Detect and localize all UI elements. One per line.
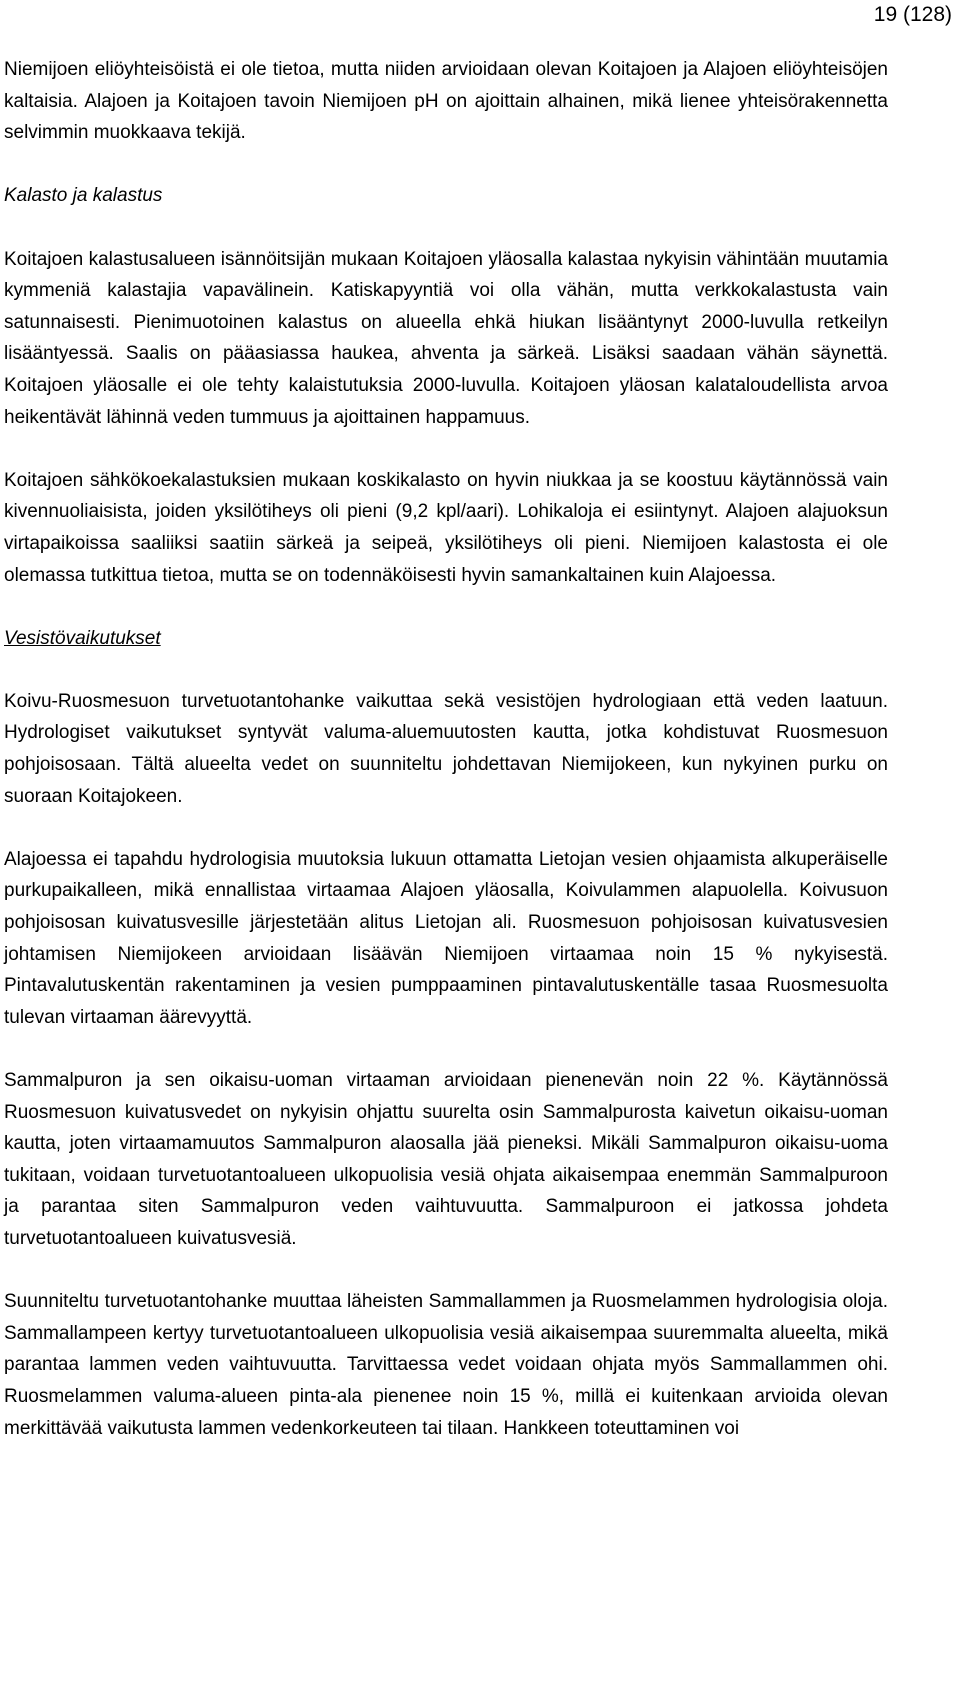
paragraph-electrofishing: Koitajoen sähkökoekalastuksien mukaan koskikalasto on hyvin niukkaa ja se koostuu käytännössä vain kivennuoliaisista, joiden yksilötiheys oli pieni (9,2 kpl/aari). Lohikaloja ei esiintynyt. Alajoen alajuoksun virtapaikoissa saaliiksi saatiin särkeä ja seipeä, yksilötiheys oli pieni. Niemijoen kalastosta ei ole olemassa tutkittua tietoa, mutta se on todennäköisesti hyvin samankaltainen kuin Alajoessa. [4, 469, 888, 586]
paragraph-lakes: Suunniteltu turvetuotantohanke muuttaa läheisten Sammallammen ja Ruosmelammen hydrologisia oloja. Sammallampeen kertyy turvetuotantoalueen ulkopuolisia vesiä aikaisempaa suuremmalta alueelta, mikä parantaa lammen veden vaihtuvuutta. Tarvittaessa vedet voidaan ohjata myös Sammallammen ohi. Ruosmelammen valuma-alueen pinta-ala pienenee noin 15 %, millä ei kuitenkaan arvioida olevan merkittävää vaikutusta lammen vedenkorkeuteen tai tilaan. Hankkeen toteuttaminen voi [4, 1291, 888, 1439]
paragraph-sammalpuro: Sammalpuron ja sen oikaisu-uoman virtaaman arvioidaan pienenevän noin 22 %. Käytännössä Ruosmesuon kuivatusvedet on nykyisin ohjattu suurelta osin Sammalpurosta kaivetun oikaisu-uoman kautta, joten virtaamamuutos Sammalpuron alaosalla jää pieneksi. Mikäli Sammalpuron oikaisu-uoma tukitaan, voidaan turvetuotantoalueen ulkopuolisia vesiä ohjata aikaisempaa enemmän Sammalpuroon ja parantaa siten Sammalpuron veden vaihtuvuutta. Sammalpuroon ei jatkossa johdeta turvetuotantoalueen kuivatusvesiä. [4, 1070, 888, 1249]
section-heading-water-impacts: Vesistövaikutukset [4, 627, 161, 649]
document-body [4, 54, 888, 1476]
section-heading-fish: Kalasto ja kalastus [4, 185, 163, 207]
paragraph-hydrology-intro: Koivu-Ruosmesuon turvetuotantohanke vaikuttaa sekä vesistöjen hydrologiaan että veden laatuun. Hydrologiset vaikutukset syntyvät valuma-aluemuutosten kautta, jotka kohdistuvat Ruosmesuon pohjoisosaan. Tältä alueelta vedet on suunniteltu johdettavan Niemijokeen, kun nykyinen purku on suoraan Koitajokeen. [4, 690, 888, 807]
page-number: 19 (128) [873, 3, 952, 26]
paragraph-niemijoki-biota: Niemijoen eliöyhteisöistä ei ole tietoa, mutta niiden arvioidaan olevan Koitajoen ja Alajoen eliöyhteisöjen kaltaisia. Alajoen ja Koitajoen tavoin Niemijoen pH on ajoittain alhainen, mikä lienee yhteisörakennetta selvimmin muokkaava tekijä. [4, 59, 888, 144]
paragraph-fishing: Koitajoen kalastusalueen isännöitsijän mukaan Koitajoen yläosalla kalastaa nykyisin vähintään muutamia kymmeniä kalastajia vapavälinein. Katiskapyyntiä voi olla vähän, mutta verkkokalastusta vain satunnaisesti. Pienimuotoinen kalastus on alueella ehkä hiukan lisääntynyt 2000-luvulla retkeilyn lisääntyessä. Saalis on pääasiassa haukea, ahventa ja särkeä. Lisäksi saadaan vähän säynettä. Koitajoen yläosalle ei ole tehty kalaistutuksia 2000-luvulla. Koitajoen yläosan kalataloudellista arvoa heikentävät lähinnä veden tummuus ja ajoittainen happamuus. [4, 248, 888, 428]
paragraph-alajoki: Alajoessa ei tapahdu hydrologisia muutoksia lukuun ottamatta Lietojan vesien ohjaamista alkuperäiselle purkupaikalleen, mikä ennallistaa virtaamaa Alajoen yläosalla, Koivulammen alapuolella. Koivusuon pohjoisosan kuivatusvesille järjestetään alitus Lietojan ali. Ruosmesuon pohjoisosan kuivatusvesien johtamisen Niemijokeen arvioidaan lisäävän Niemijoen virtaamaa noin 15 % nykyisestä. Pintavalutuskentän rakentaminen ja vesien pumppaaminen pintavalutuskentälle tasaa Ruosmesuolta tulevan virtaaman äärevyyttä. [4, 848, 888, 1028]
